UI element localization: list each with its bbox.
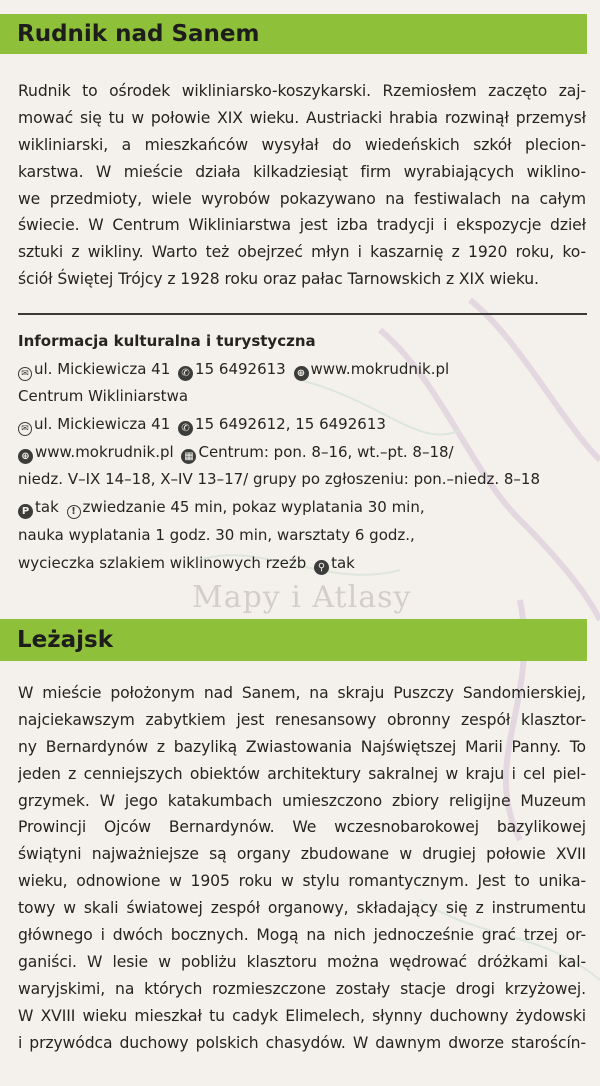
- section-title-rudnik: [0, 14, 587, 54]
- paragraph-line: W XVIII wieku mieszkał tu cadyk Elimelech, słynny duchowny żydowski: [18, 1006, 586, 1025]
- paragraph-line: karstwa. W mieście działa kilkadziesiąt firm wyrabiających wiklino-: [18, 162, 586, 181]
- paragraph-line: wikliniarski, a mieszkańców wysyłał do wiedeńskich szkół plecion-: [18, 135, 586, 154]
- info-heading: Informacja kulturalna i turystyczna: [18, 332, 316, 350]
- visit-info: zwiedzanie 45 min, pokaz wyplatania 30 min,: [82, 498, 425, 517]
- section-title-lezajsk: [0, 619, 587, 661]
- restroom-value: tak: [331, 553, 355, 572]
- address-text: ul. Mickiewicza 41: [34, 415, 171, 434]
- center-name: Centrum Wikliniarstwa: [18, 387, 189, 406]
- address-text: ul. Mickiewicza 41: [34, 359, 171, 378]
- paragraph-line: wieku, odnowione w 1905 roku w stylu romantycznym. Jest to unika-: [18, 872, 586, 891]
- parking-value: tak: [35, 498, 59, 517]
- paragraph-line: towy w skali światowej zespół organowy, składający się z instrumentu: [18, 899, 586, 918]
- restroom-icon: ⚲: [314, 560, 329, 575]
- paragraph-line: ny Bernardynów z bazyliką Zwiastowania Najświętszej Marii Panny. To: [18, 737, 586, 756]
- phone-icon: ✆: [178, 366, 193, 381]
- paragraph-line: świątyni najważniejsze są organy zbudowane w drugiej połowie XVII: [18, 845, 586, 864]
- rudnik-paragraph: [18, 78, 586, 293]
- lezajsk-paragraph: [18, 680, 586, 1056]
- paragraph-line: świecie. W Centrum Wikliniarstwa jest izba tradycji i ekspozycje dzieł: [18, 216, 586, 235]
- paragraph-line: mować się tu w połowie XIX wieku. Austriacki hrabia rozwinął przemysł: [18, 108, 586, 127]
- phone-text: 15 6492612, 15 6492613: [195, 415, 386, 434]
- globe-icon: ⊕: [294, 366, 309, 381]
- paragraph-line: ściół Świętej Trójcy z 1928 roku oraz pałac Tarnowskich z XIX wieku.: [18, 270, 539, 289]
- paragraph-line: najciekawszym zabytkiem jest renesansowy obronny zespół klasztor-: [18, 710, 586, 729]
- paragraph-line: W mieście położonym nad Sanem, na skraju Puszczy Sandomierskiej,: [18, 684, 586, 702]
- opening-hours-cont: niedz. V–IX 14–18, X–IV 13–17/ grupy po zgłoszeniu: pon.–niedz. 8–18: [18, 470, 541, 489]
- calendar-icon: ▦: [181, 449, 196, 464]
- info-line: [18, 494, 593, 522]
- paragraph-line: grzymek. W jego katakumbach umieszczono zbiory religijne Muzeum: [18, 791, 586, 810]
- info-line: [18, 356, 593, 384]
- section-title-text: Leżajsk: [17, 626, 114, 653]
- section-title-text: Rudnik nad Sanem: [17, 20, 260, 47]
- paragraph-line: ganiści. W lesie w pobliżu klasztoru można wędrować dróżkami kal-: [18, 952, 586, 971]
- website-link[interactable]: www.mokrudnik.pl: [35, 442, 174, 461]
- paragraph-line: Prowincji Ojców Bernardynów. We wczesnobarokowej bazylikowej: [18, 818, 586, 837]
- trail-text: wycieczka szlakiem wiklinowych rzeźb: [18, 553, 307, 572]
- globe-icon: ⊕: [18, 449, 33, 464]
- paragraph-line: głównego i dwóch bocznych. Mogą na nich jednocześnie grać trzej or-: [18, 926, 586, 945]
- tourist-info-block: [18, 328, 593, 577]
- info-line: [18, 439, 593, 467]
- opening-hours: Centrum: pon. 8–16, wt.–pt. 8–18/: [198, 442, 454, 461]
- paragraph-line: i przywódca duchowy polskich chasydów. W dawnym dworze staroścín-: [18, 1033, 586, 1052]
- watermark: Mapy i Atlasy: [192, 580, 412, 615]
- paragraph-line: waryjskimi, na których rozmieszczone zostały stacje drogi krzyżowej.: [18, 979, 586, 998]
- paragraph-line: Rudnik to ośrodek wikliniarsko-koszykarski. Rzemiosłem zaczęto zaj-: [18, 82, 586, 100]
- visit-info-cont: nauka wyplatania 1 godz. 30 min, warsztaty 6 godz.,: [18, 525, 415, 544]
- section-divider: [18, 313, 587, 315]
- website-link[interactable]: www.mokrudnik.pl: [310, 359, 450, 378]
- envelope-icon: ✉: [18, 367, 32, 381]
- paragraph-line: we przedmioty, wiele wyrobów pokazywano na festiwalach na całym: [18, 189, 586, 208]
- parking-icon: P: [18, 504, 33, 519]
- phone-icon: ✆: [178, 421, 193, 436]
- info-line: [18, 411, 593, 439]
- envelope-icon: ✉: [18, 422, 32, 436]
- info-line: [18, 550, 593, 578]
- paragraph-line: jeden z cenniejszych obiektów architektury sakralnej w kraju i cel piel-: [18, 764, 586, 783]
- paragraph-line: sztuki z wikliny. Warto też obejrzeć młyn i kaszarnię z 1920 roku, ko-: [18, 243, 586, 262]
- phone-text: 15 6492613: [195, 359, 286, 378]
- exclamation-icon: !: [67, 505, 81, 519]
